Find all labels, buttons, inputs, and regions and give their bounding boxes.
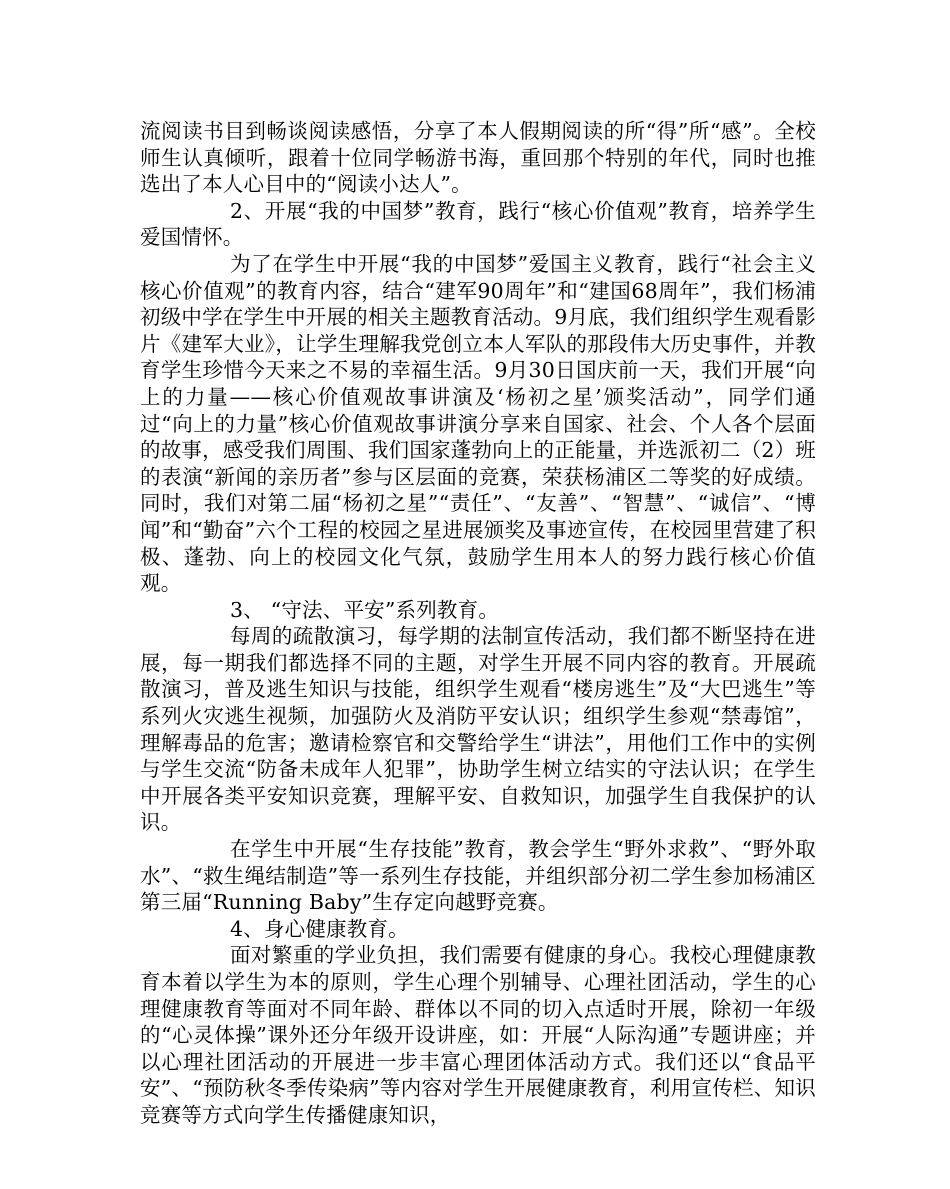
paragraph-china-dream: 为了在学生中开展“我的中国梦”爱国主义教育，践行“社会主义核心价值观”的教育内容，结合“建军90周年”和“建国68周年”，我们杨浦初级中学在学生中开展的相关主题教育活动。9月底，我们组织学生观看影片《建军大业》，让学生理解我党创立本人军队的那段伟大历史事件，并教育学生珍惜今天来之不易的幸福生活。9月30日国庆前一天，我们开展“向上的力量——核心价值观故事讲演及‘杨初之星’颁奖活动”，同学们通过“向上的力量”核心价值观故事讲演分享来自国家、社会、个人各个层面的故事，感受我们周围、我们国家蓬勃向上的正能量，并选派初二（2）班的表演“新闻的亲历者”参与区层面的竞赛，荣获杨浦区二等奖的好成绩。同时，我们对第二届“杨初之星”“责任”、“友善”、“智慧”、“诚信”、“博闻”和“勤奋”六个工程的校园之星进展颁奖及事迹宣传，在校园里营建了积极、蓬勃、向上的校园文化气氛，鼓励学生用本人的努力践行核心价值观。 xyxy=(140,251,816,596)
section-heading-law-safety: 3、 “守法、平安”系列教育。 xyxy=(230,597,500,622)
paragraph-health: 面对繁重的学业负担，我们需要有健康的身心。我校心理健康教育本着以学生为本的原则，学生心理个别辅导、心理社团活动，学生的心理健康教育等面对不同年龄、群体以不同的切入点适时开展，除初一年级的“心灵体操”课外还分年级开设讲座，如：开展“人际沟通”专题讲座；并以心理社团活动的开展进一步丰富心理团体活动方式。我们还以“食品平安”、“预防秋冬季传染病”等内容对学生开展健康教育，利用宣传栏、知识竞赛等方式向学生传播健康知识， xyxy=(140,943,816,1127)
section-heading-health: 4、身心健康教育。 xyxy=(230,916,409,941)
section-heading-china-dream: 2、开展“我的中国梦”教育，践行“核心价值观”教育，培养学生爱国情怀。 xyxy=(140,198,816,250)
document-page xyxy=(140,118,816,1129)
paragraph-survival-skills: 在学生中开展“生存技能”教育，教会学生“野外求救”、“野外取水”、“救生绳结制造”等一系列生存技能，并组织部分初二学生参加杨浦区第三届“Running Baby”生存定向越野竞赛。 xyxy=(140,837,816,915)
paragraph-reading-summary: 流阅读书目到畅谈阅读感悟，分享了本人假期阅读的所“得”所“感”。全校师生认真倾听，跟着十位同学畅游书海，重回那个特别的年代，同时也推选出了本人心目中的“阅读小达人”。 xyxy=(140,119,816,197)
paragraph-law-safety: 每周的疏散演习，每学期的法制宣传活动，我们都不断坚持在进展，每一期我们都选择不同的主题，对学生开展不同内容的教育。开展疏散演习，普及逃生知识与技能，组织学生观看“楼房逃生”及“大巴逃生”等系列火灾逃生视频，加强防火及消防平安认识；组织学生参观“禁毒馆”，理解毒品的危害；邀请检察官和交警给学生“讲法”，用他们工作中的实例与学生交流“防备未成年人犯罪”，协助学生树立结实的守法认识；在学生中开展各类平安知识竞赛，理解平安、自救知识，加强学生自我保护的认识。 xyxy=(140,624,816,835)
